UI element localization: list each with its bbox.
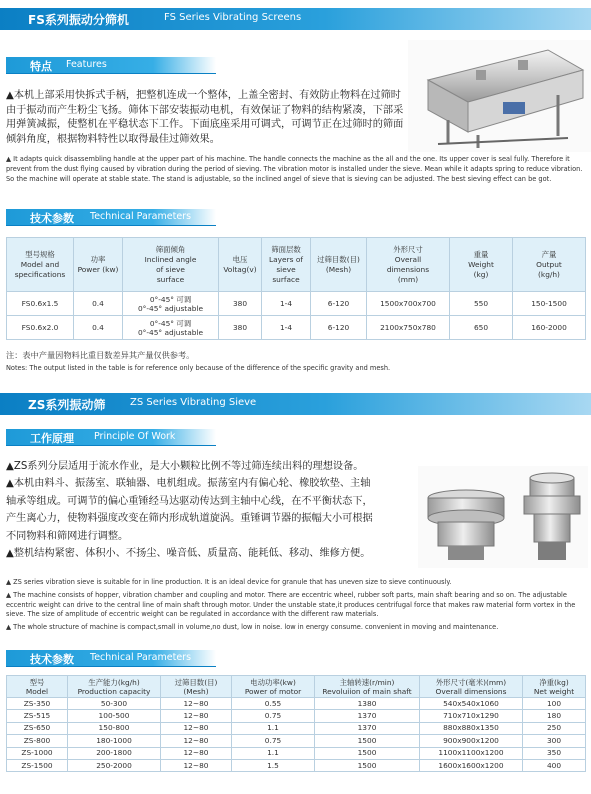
- zs-title-cn: ZS系列振动筛: [28, 398, 106, 412]
- cell-model: ZS-1500: [7, 759, 68, 771]
- cell-dimensions: 1100x1100x1200: [420, 747, 523, 759]
- cell-weight: 400: [523, 759, 586, 771]
- cell-model: FS0.6x2.0: [7, 316, 74, 340]
- zs-principle-text-en: ▲ ZS series vibration sieve is suitable for in line production. It is an ideal device for granule that has uneven size to sieve continuously. ▲ The machine consists of hopper, vibration chamber and coupling and motor. There are eccentric wheel, rubber soft parts, main shaft bearing and so on. The adjustable eccentric weight can drive to the central line of main shaft through motor. Under the unstable state,it produces centrifugal force that makes raw material form vortex in the sieve. The size of amplitude of eccentric weight can be regulated in accordance with the different raw materials. ▲ The whole structure of machine is compact,small in volume,no dust, low in noise. low in energy consume. convenient in moving and maintenance.: [6, 578, 576, 632]
- cell-power: 0.75: [232, 710, 315, 722]
- zs-principle-en: Principle Of Work: [94, 431, 176, 442]
- cell-output: 160-2000: [513, 316, 586, 340]
- cell-capacity: 200-1800: [68, 747, 161, 759]
- table-row: [7, 292, 586, 316]
- cell-revolution: 1370: [315, 710, 420, 722]
- cell-power: 1.5: [232, 759, 315, 771]
- table-row: [7, 722, 586, 734]
- cell-voltage: 380: [219, 316, 262, 340]
- cell-voltage: 380: [219, 292, 262, 316]
- cell-mesh: 12~80: [161, 759, 232, 771]
- header-angle: 筛面倾角 Inclined angle of sieve surface: [123, 238, 219, 292]
- cell-model: FS0.6x1.5: [7, 292, 74, 316]
- cell-power: 0.75: [232, 735, 315, 747]
- zs-params-en: Technical Parameters: [90, 652, 192, 663]
- table-row: [7, 698, 586, 710]
- cell-revolution: 1500: [315, 735, 420, 747]
- table-row: [7, 735, 586, 747]
- header-capacity: 生产能力(kg/h) Production capacity: [68, 676, 161, 698]
- cell-weight: 650: [450, 316, 513, 340]
- zs-principle-cn: 工作原理: [30, 432, 74, 445]
- cell-weight: 250: [523, 722, 586, 734]
- cell-weight: 100: [523, 698, 586, 710]
- fs-features-en: Features: [66, 59, 107, 70]
- zs-title-bar: [0, 393, 591, 415]
- zs-params-cn: 技术参数: [30, 653, 74, 666]
- fs-params-cn: 技术参数: [30, 212, 74, 225]
- fs-features-text-cn: ▲本机上部采用快拆式手柄，把整机连成一个整体，上盖全密封、有效防止物料在过筛时由于振动而产生粉尘飞扬。筛体下部安装振动电机，有效保证了物料的结构紧凑，下部采用弹簧减振，使整机在平稳状态下工作。下面底座采用可调式，可调节正在过筛时的筛面倾斜角度，根据物料特性以取得最佳过筛效果。: [6, 90, 404, 145]
- header-model: 型号 Model: [7, 676, 68, 698]
- table-row: [7, 710, 586, 722]
- cell-layers: 1-4: [262, 316, 311, 340]
- cell-mesh: 12~80: [161, 710, 232, 722]
- header-mesh: 过筛目数(目) (Mesh): [311, 238, 367, 292]
- zs-params-table: [6, 675, 586, 772]
- fs-params-en: Technical Parameters: [90, 211, 192, 222]
- cell-angle: 0°-45° 可调 0°-45° adjustable: [123, 316, 219, 340]
- fs-note-en: Notes: The output listed in the table is for reference only because of the difference of the specific gravity and mesh.: [6, 364, 391, 372]
- cell-weight: 300: [523, 735, 586, 747]
- cell-layers: 1-4: [262, 292, 311, 316]
- cell-model: ZS-350: [7, 698, 68, 710]
- fs-params-table: [6, 237, 586, 340]
- fs-machine-image: [408, 40, 591, 152]
- cell-dimensions: 2100x750x780: [367, 316, 450, 340]
- cell-dimensions: 900x900x1200: [420, 735, 523, 747]
- cell-capacity: 180-1000: [68, 735, 161, 747]
- cell-mesh: 12~80: [161, 747, 232, 759]
- table-row: [7, 759, 586, 771]
- header-dimensions: 外形尺寸(毫米)(mm) Overall dimensions: [420, 676, 523, 698]
- fs-params-bar: [6, 209, 216, 226]
- zs-principle-bar: [6, 429, 216, 446]
- header-mesh: 过筛目数(目) (Mesh): [161, 676, 232, 698]
- cell-capacity: 100-500: [68, 710, 161, 722]
- header-model: 型号规格 Model and specifications: [7, 238, 74, 292]
- cell-mesh: 12~80: [161, 722, 232, 734]
- cell-mesh: 6-120: [311, 316, 367, 340]
- fs-note-cn: 注：表中产量因物料比重目数差异其产量仅供参考。: [6, 350, 195, 360]
- fs-features-bar: [6, 57, 216, 74]
- cell-weight: 550: [450, 292, 513, 316]
- cell-mesh: 12~80: [161, 735, 232, 747]
- cell-dimensions: 1500x700x700: [367, 292, 450, 316]
- cell-model: ZS-1000: [7, 747, 68, 759]
- table-row: [7, 747, 586, 759]
- header-revolution: 主轴转速(r/min) Revoluiion of main shaft: [315, 676, 420, 698]
- fs-title-cn: FS系列振动分筛机: [28, 13, 129, 27]
- cell-angle: 0°-45° 可调 0°-45° adjustable: [123, 292, 219, 316]
- fs-title-bar: [0, 8, 591, 30]
- cell-dimensions: 1600x1600x1200: [420, 759, 523, 771]
- zs-title-en: ZS Series Vibrating Sieve: [130, 397, 257, 408]
- cell-power: 0.55: [232, 698, 315, 710]
- header-weight: 净重(kg) Net weight: [523, 676, 586, 698]
- cell-power: 0.4: [74, 316, 123, 340]
- header-power: 功率 Power (kw): [74, 238, 123, 292]
- zs-params-bar: [6, 650, 216, 667]
- table-header-row: [7, 676, 586, 698]
- table-row: [7, 316, 586, 340]
- cell-capacity: 250-2000: [68, 759, 161, 771]
- cell-dimensions: 710x710x1290: [420, 710, 523, 722]
- cell-output: 150-1500: [513, 292, 586, 316]
- cell-revolution: 1500: [315, 759, 420, 771]
- header-dimensions: 外形尺寸 Overall dimensions (mm): [367, 238, 450, 292]
- table-header-row: [7, 238, 586, 292]
- header-output: 产量 Output (kg/h): [513, 238, 586, 292]
- fs-features-text-en: ▲ It adapts quick disassembling handle at the upper part of his machine. The handle connects the machine as the all and the one. Its upper cover is seal fully. Therefore it prevent from the dust flying caused by vibration during the period of sieving. The vibration motor is installed under the sieve. Mean while it adapts spring to reduce vibration. So the machine will operate at stable state. The stand is adjustable, so the inclined angel of sieve that is sieving can be adjusted. The best sieving effect can be got.: [6, 155, 583, 183]
- cell-capacity: 150-800: [68, 722, 161, 734]
- cell-weight: 350: [523, 747, 586, 759]
- cell-revolution: 1500: [315, 747, 420, 759]
- zs-machine-image: [418, 466, 588, 568]
- cell-revolution: 1370: [315, 722, 420, 734]
- header-layers: 筛面层数 Layers of sieve surface: [262, 238, 311, 292]
- cell-power: 1.1: [232, 747, 315, 759]
- header-voltage: 电压 Voltag(v): [219, 238, 262, 292]
- cell-dimensions: 880x880x1350: [420, 722, 523, 734]
- fs-title-en: FS Series Vibrating Screens: [164, 12, 302, 23]
- fs-features-cn: 特点: [30, 60, 52, 73]
- cell-mesh: 12~80: [161, 698, 232, 710]
- cell-power: 1.1: [232, 722, 315, 734]
- cell-model: ZS-800: [7, 735, 68, 747]
- cell-dimensions: 540x540x1060: [420, 698, 523, 710]
- cell-weight: 180: [523, 710, 586, 722]
- header-weight: 重量 Weight (kg): [450, 238, 513, 292]
- zs-principle-text-cn: ▲ZS系列分层适用于流水作业，是大小颗粒比例不等过筛连续出料的理想设备。 ▲本机由料斗、振荡室、联轴器、电机组成。振荡室内有偏心轮、橡胶软垫、主轴 轴承等组成。可调节的偏心重锤经马达驱动传达到主轴中心线，在不平衡状态下， 产生离心力，使物料强度改变在筛内形成轨道旋涡。重锤调节器的振幅大小可根据 不同物料和筛网进行调整。 ▲整机结构紧密、体积小、不扬尘、噪音低、质量高、能耗低、移动、维修方便。: [6, 461, 373, 560]
- cell-model: ZS-650: [7, 722, 68, 734]
- cell-revolution: 1380: [315, 698, 420, 710]
- cell-mesh: 6-120: [311, 292, 367, 316]
- cell-model: ZS-515: [7, 710, 68, 722]
- header-power: 电动功率(kw) Power of motor: [232, 676, 315, 698]
- cell-capacity: 50-300: [68, 698, 161, 710]
- cell-power: 0.4: [74, 292, 123, 316]
